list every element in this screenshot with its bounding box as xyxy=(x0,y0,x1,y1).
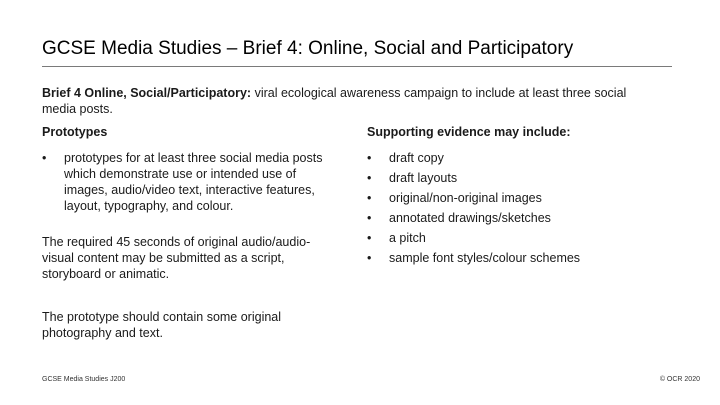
prototype-content-note: The prototype should contain some original photography and text. xyxy=(42,310,282,340)
list-item-text: original/non-original images xyxy=(389,191,542,205)
list-item-text: sample font styles/colour schemes xyxy=(389,251,581,265)
list-item-text: draft copy xyxy=(389,151,444,165)
prototypes-list xyxy=(42,150,342,214)
list-item-text: annotated drawings/sketches xyxy=(389,211,551,225)
list-item-text: a pitch xyxy=(389,231,426,245)
list-item xyxy=(367,170,687,190)
list-item xyxy=(42,150,342,214)
slide-title: GCSE Media Studies – Brief 4: Online, Social and Participatory xyxy=(42,38,574,59)
prototypes-column xyxy=(42,124,342,282)
bullet-marker: • xyxy=(367,151,372,165)
list-item xyxy=(367,210,687,230)
brief-intro xyxy=(42,85,662,117)
list-item xyxy=(367,250,687,270)
bullet-marker: • xyxy=(367,171,372,185)
list-item-text: prototypes for at least three social media posts which demonstrate use or intended use of images, audio/video text, interactive features, layout, typography, and colour. xyxy=(64,151,323,213)
prototypes-heading: Prototypes xyxy=(42,125,108,139)
supporting-evidence-heading: Supporting evidence may include: xyxy=(367,125,571,139)
bullet-marker: • xyxy=(42,151,47,165)
bullet-marker: • xyxy=(367,191,372,205)
supporting-evidence-list xyxy=(367,150,687,270)
brief-intro-label: Brief 4 Online, Social/Participatory: xyxy=(42,86,252,100)
brief-intro-text: viral ecological awareness campaign to include at least three social media posts. xyxy=(42,86,627,116)
bullet-marker: • xyxy=(367,251,372,265)
footer-course-code: GCSE Media Studies J200 xyxy=(42,376,126,383)
bullet-marker: • xyxy=(367,211,372,225)
list-item xyxy=(367,230,687,250)
bullet-marker: • xyxy=(367,231,372,245)
list-item xyxy=(367,190,687,210)
list-item-text: draft layouts xyxy=(389,171,458,185)
title-divider xyxy=(42,66,672,67)
list-item xyxy=(367,150,687,170)
supporting-evidence-column xyxy=(367,124,687,270)
footer-copyright: © OCR 2020 xyxy=(659,376,700,383)
audio-visual-note: The required 45 seconds of original audio/audio-visual content may be submitted as a script, storyboard or animatic. xyxy=(42,235,311,281)
